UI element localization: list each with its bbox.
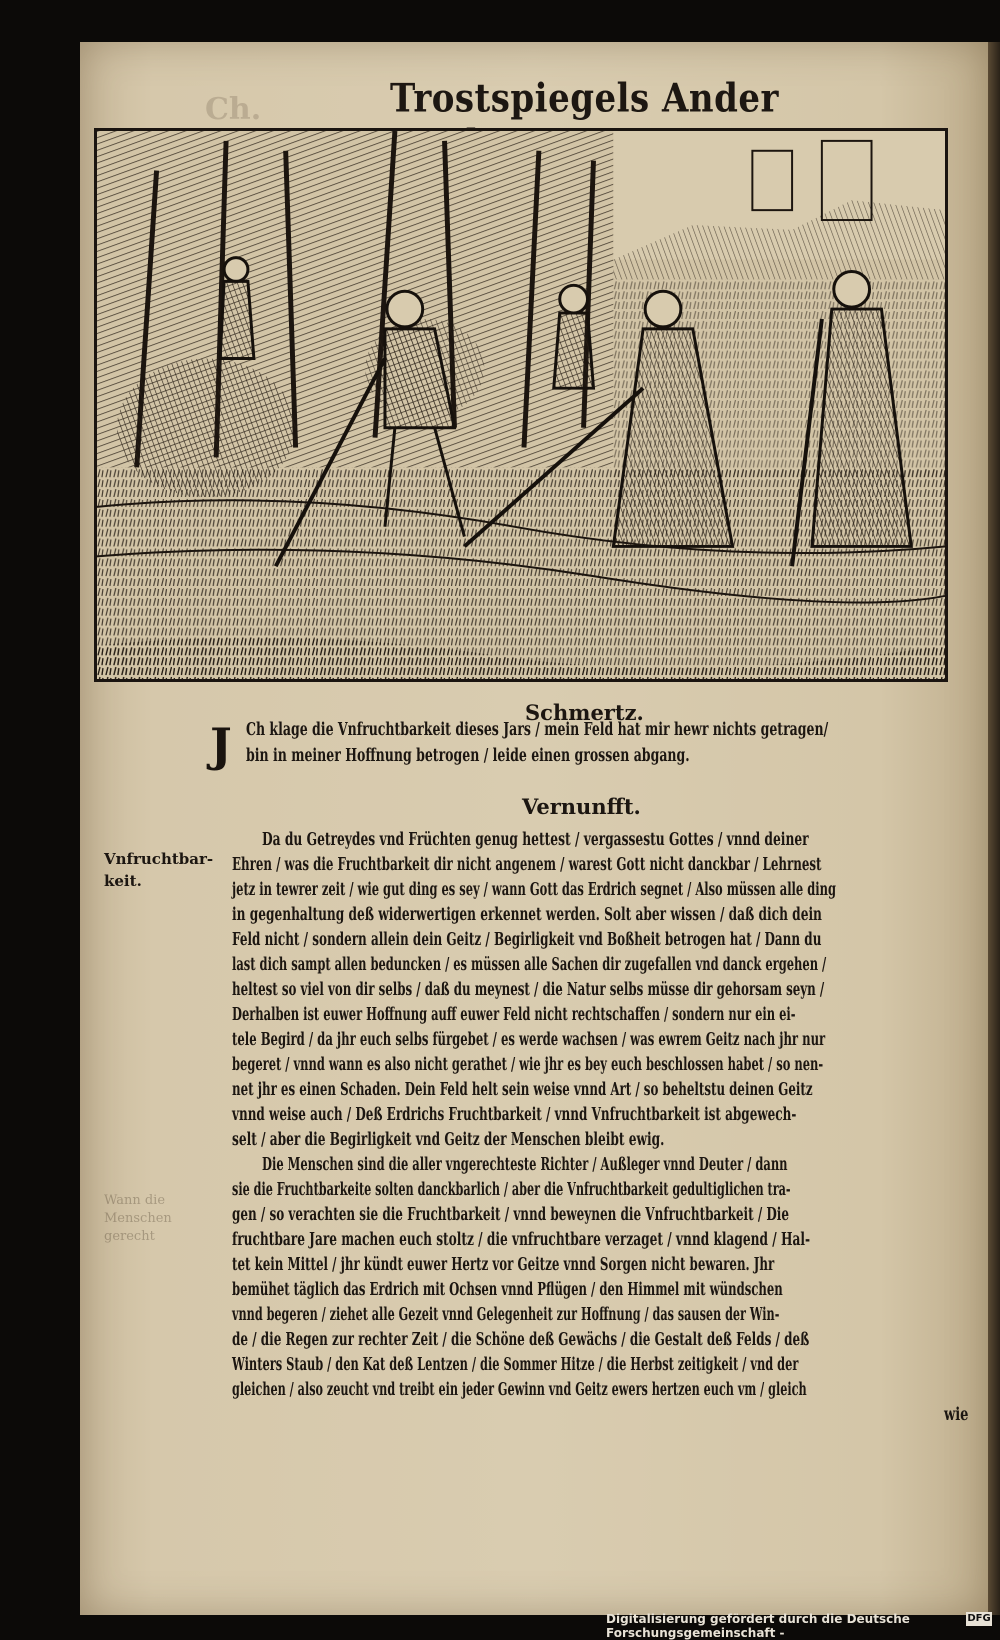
marginal-note-faint: Wann die Menschen gerecht (104, 1193, 172, 1244)
section-heading-schmertz: Schmertz. (525, 700, 644, 725)
text-line: in gegenhaltung deß widerwertigen erkennet werden. Solt aber wissen / daß dich dein (232, 905, 822, 925)
digitization-credit: Digitalisierung gefördert durch die Deutsche Forschungsgemeinschaft - (606, 1612, 910, 1640)
text-line: bemühet täglich das Erdrich mit Ochsen vnnd Pflügen / den Himmel mit wündschen (232, 1280, 783, 1300)
text-line: wie (944, 1405, 969, 1425)
text-line: net jhr es einen Schaden. Dein Feld helt sein weise vnnd Art / so beheltstu deinen Geitz (232, 1080, 813, 1100)
text-line: Derhalben ist euwer Hoffnung auff euwer Feld nicht rechtschaffen / sondern nur ein ei- (232, 1005, 796, 1025)
marginal-note (104, 848, 214, 892)
text-line: Die Menschen sind die aller vngerechteste Richter / Außleger vnnd Deuter / dann (262, 1155, 788, 1175)
text-line: Feld nicht / sondern allein dein Geitz / Begirligkeit vnd Boßheit betrogen hat / Dann du (232, 930, 822, 950)
text-line: tet kein Mittel / jhr kündt euwer Hertz vor Geitze vnnd Sorgen nicht bewaren. Jhr (232, 1255, 775, 1275)
bleed-through-text: Ch. (205, 92, 262, 127)
text-line: begeret / vnnd wann es also nicht gerathet / wie jhr es bey euch beschlossen habet / so nen- (232, 1055, 824, 1075)
text-line: vnnd begeren / ziehet alle Gezeit vnnd Gelegenheit zur Hoffnung / das sausen der Win- (232, 1305, 780, 1325)
section-heading-vernunfft: Vernunfft. (522, 794, 641, 819)
text-line: fruchtbare Jare machen euch stoltz / die vnfruchtbare verzaget / vnnd klagend / Hal- (232, 1230, 811, 1250)
marginal-line: keit. (104, 872, 142, 890)
marginal-line: Vnfruchtbar- (104, 850, 214, 868)
text-line: Da du Getreydes vnd Früchten genug hettest / vergassestu Gottes / vnnd deiner (262, 830, 809, 850)
book-binding (988, 42, 1000, 1615)
text-line: gleichen / also zeucht vnd treibt ein jeder Gewinn vnd Geitz ewers hertzen euch vm / gleich (232, 1380, 807, 1400)
text-line: Ehren / was die Fruchtbarkeit dir nicht angenem / warest Gott nicht danckbar / Lehrnest (232, 855, 822, 875)
text-line: sie die Fruchtbarkeite solten danckbarlich / aber die Vnfruchtbarkeit gedultiglichen tra- (232, 1180, 791, 1200)
page-header: Trostspiegels Ander (390, 76, 779, 122)
text-line: selt / aber die Begirligkeit vnd Geitz der Menschen bleibt ewig. (232, 1130, 665, 1150)
text-line: heltest so viel von dir selbs / daß du meynest / die Natur selbs müsse dir gehorsam seyn / (232, 980, 825, 1000)
woodcut-illustration (94, 128, 948, 682)
text-line: Winters Staub / den Kat deß Lentzen / die Sommer Hitze / die Herbst zeitigkeit / vnd der (232, 1355, 799, 1375)
dfg-logo: DFG (967, 1613, 991, 1624)
text-line: gen / so verachten sie die Fruchtbarkeit / vnnd beweynen die Vnfruchtbarkeit / Die (232, 1205, 789, 1225)
text-line: tele Begird / da jhr euch selbs fürgebet / es werde wachsen / was ewrem Geitz nach jhr nur (232, 1030, 826, 1050)
text-line: last dich sampt allen beduncken / es müssen alle Sachen dir zugefallen vnd danck ergehen / (232, 955, 827, 975)
text-line: Ch klage die Vnfruchtbarkeit dieses Jars / mein Feld hat mir hewr nichts getragen/ (246, 720, 829, 740)
text-line: vnnd weise auch / Deß Erdrichs Fruchtbarkeit / vnnd Vnfruchtbarkeit ist abgewech- (232, 1105, 797, 1125)
text-line: jetz in tewrer zeit / wie gut ding es sey / wann Gott das Erdrich segnet / Also müssen alle ding (232, 880, 836, 900)
text-line: bin in meiner Hoffnung betrogen / leide einen grossen abgang. (246, 746, 690, 766)
initial-letter: J (210, 718, 232, 772)
text-line: de / die Regen zur rechter Zeit / die Schöne deß Gewächs / die Gestalt deß Felds / deß (232, 1330, 810, 1350)
